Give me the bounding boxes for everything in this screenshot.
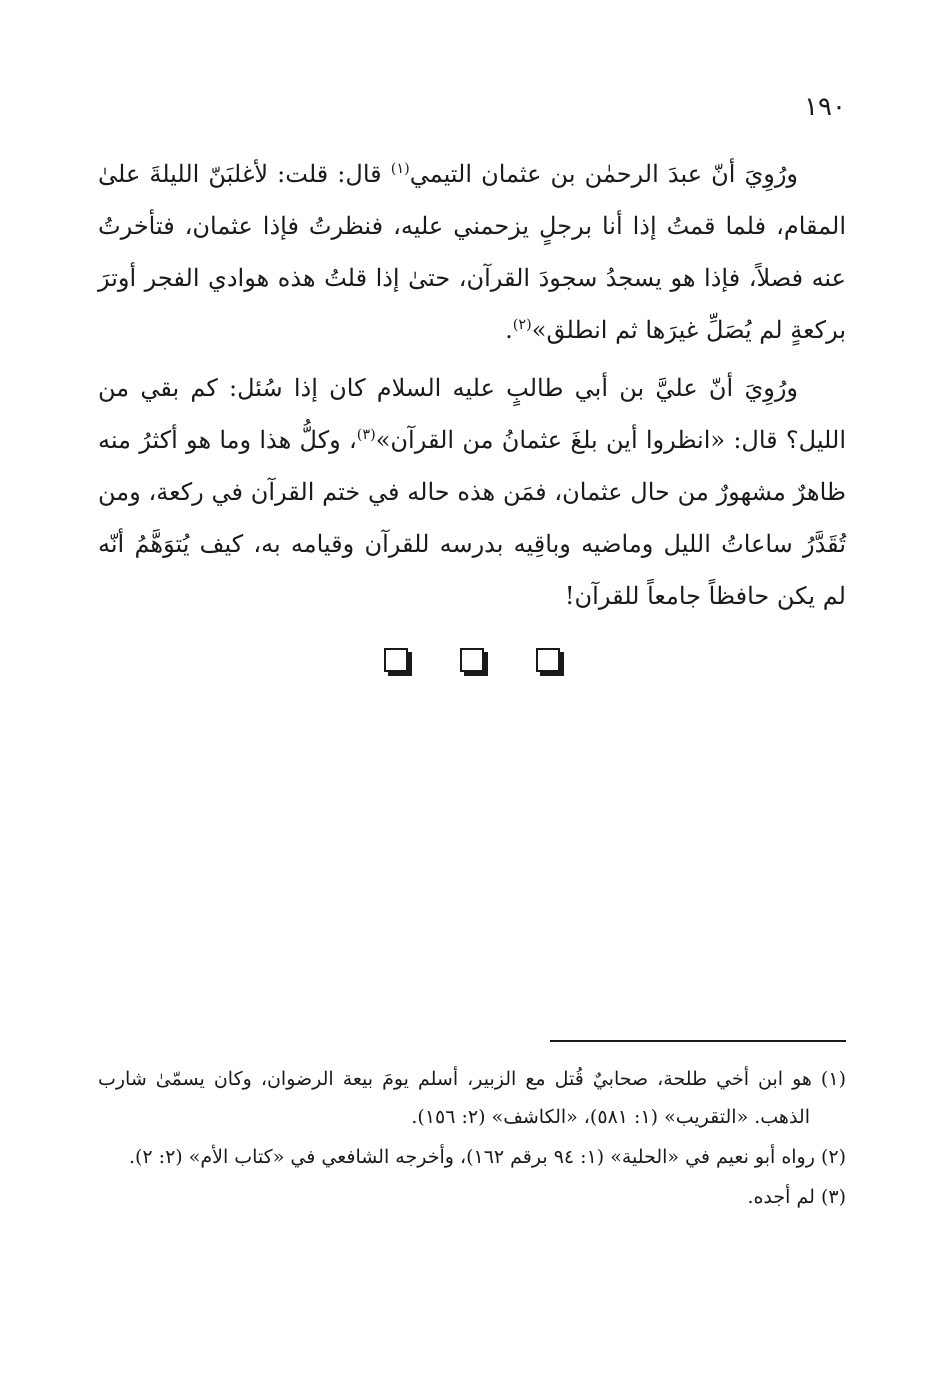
hollow-box-icon bbox=[460, 648, 484, 672]
paragraph-1-text-a: ورُوِيَ أنّ عبدَ الرحمٰن بن عثمان التيمي bbox=[409, 160, 799, 188]
page-number: ١٩٠ bbox=[804, 92, 846, 122]
footnotes bbox=[98, 1060, 846, 1218]
paragraph-2 bbox=[98, 362, 846, 622]
paragraph-1-text-c: . bbox=[505, 316, 513, 344]
hollow-box-icon bbox=[384, 648, 408, 672]
section-separator bbox=[0, 648, 944, 672]
paragraph-2-text-b: ، وكلُّ هذا وما هو أكثرُ منه ظاهرٌ مشهورٌ من حال عثمان، فمَن هذه حاله في ختم القرآن في ركعة، ومن تُقَدَّرُ ساعاتُ الليل وماضيه وباقِيه بدرسه للقرآن وقيامه به، كيف يُتوَهَّمُ أنّه لم يكن حافظاً جامعاً للقرآن! bbox=[98, 426, 846, 610]
paragraph-2-text-a: ورُوِيَ أنّ عليَّ بن أبي طالبٍ عليه السلام كان إذا سُئل: كم بقي من الليل؟ قال: «انظروا أين بلغَ عثمانُ من القرآن» bbox=[98, 374, 846, 454]
paragraph-1 bbox=[98, 148, 846, 356]
footnote-ref-3: (٣) bbox=[356, 427, 376, 443]
footnote-2: (٢) رواه أبو نعيم في «الحلية» (١: ٩٤ برقم ١٦٢)، وأخرجه الشافعي في «كتاب الأم» (٢: ٢). bbox=[128, 1146, 846, 1168]
main-text bbox=[98, 148, 846, 628]
hollow-box-icon bbox=[536, 648, 560, 672]
paragraph-1-text-b: قال: قلت: لأغلبَنّ الليلةَ علىٰ المقام، فلما قمتُ إذا أنا برجلٍ يزحمني عليه، فنظرتُ فإذا عثمان، فتأخرتُ عنه فصلاً، فإذا هو يسجدُ سجودَ القرآن، حتىٰ إذا قلتُ هذه هوادي الفجر أوترَ بركعةٍ لم يُصَلِّ غيرَها ثم انطلق» bbox=[98, 160, 846, 344]
footnote-divider bbox=[550, 1040, 846, 1042]
footnote-1: (١) هو ابن أخي طلحة، صحابيٌ قُتل مع الزبير، أسلم يومَ بيعة الرضوان، وكان يسمّىٰ شارب الذهب. «التقريب» (١: ٥٨١)، «الكاشف» (٢: ١٥٦). bbox=[98, 1068, 846, 1128]
footnote-ref-2: (٢) bbox=[512, 317, 532, 333]
footnote-3: (٣) لم أجده. bbox=[747, 1186, 846, 1208]
footnote-ref-1: (١) bbox=[390, 161, 410, 177]
